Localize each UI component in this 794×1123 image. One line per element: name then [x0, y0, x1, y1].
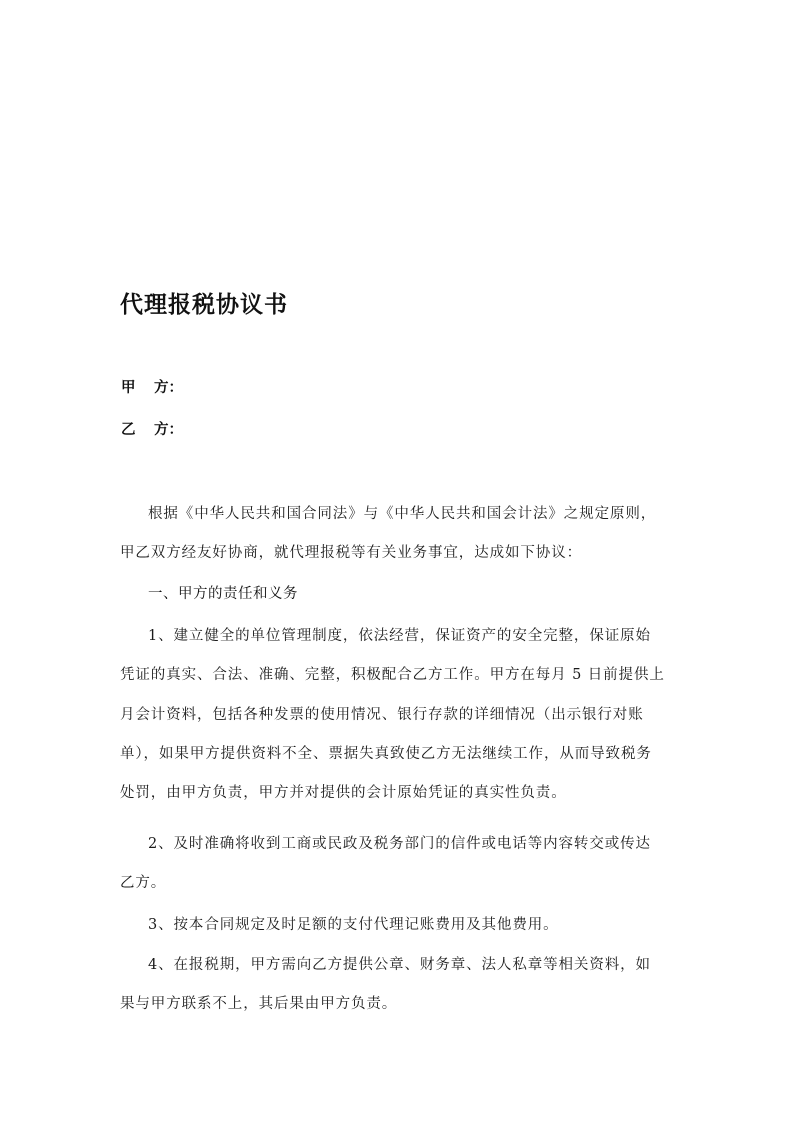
document-title: 代理报税协议书: [120, 291, 288, 318]
clause-1-line-4: 单），如果甲方提供资料不全、票据失真致使乙方无法继续工作，从而导致税务: [120, 746, 652, 762]
clause-1-line-3: 月会计资料，包括各种发票的使用情况、银行存款的详细情况（出示银行对账: [120, 707, 644, 723]
preamble-line-2: 甲乙双方经友好协商，就代理报税等有关业务事宜，达成如下协议：: [120, 545, 582, 561]
preamble-line-1: 根据《中华人民共和国合同法》与《中华人民共和国会计法》之规定原则，: [148, 506, 657, 522]
clause-4-line-1: 4、在报税期，甲方需向乙方提供公章、财务章、法人私章等相关资料，如: [148, 957, 651, 973]
section-heading: 一、甲方的责任和义务: [148, 586, 298, 602]
clause-1-line-2: 凭证的真实、合法、准确、完整，积极配合乙方工作。甲方在每月 5 日前提供上: [120, 667, 665, 683]
clause-1-line-5: 处罚，由甲方负责，甲方并对提供的会计原始凭证的真实性负责。: [120, 785, 567, 801]
clause-2-line-2: 乙方。: [120, 875, 167, 891]
party-b-label-char: 乙: [121, 422, 136, 438]
party-b-line: [121, 420, 183, 440]
party-a-line: [121, 378, 183, 398]
clause-4-line-2: 果与甲方联系不上，其后果由甲方负责。: [120, 996, 398, 1012]
clause-1-line-1: 1、建立健全的单位管理制度，依法经营，保证资产的安全完整，保证原始: [148, 628, 651, 644]
party-a-label-char: 甲: [121, 380, 136, 396]
clause-2-line-1: 2、及时准确将收到工商或民政及税务部门的信件或电话等内容转交或传达: [148, 836, 651, 852]
party-b-label-suffix: 方：: [154, 422, 183, 438]
party-a-label-suffix: 方：: [154, 380, 183, 396]
clause-3-line-1: 3、按本合同规定及时足额的支付代理记账费用及其他费用。: [148, 917, 559, 933]
